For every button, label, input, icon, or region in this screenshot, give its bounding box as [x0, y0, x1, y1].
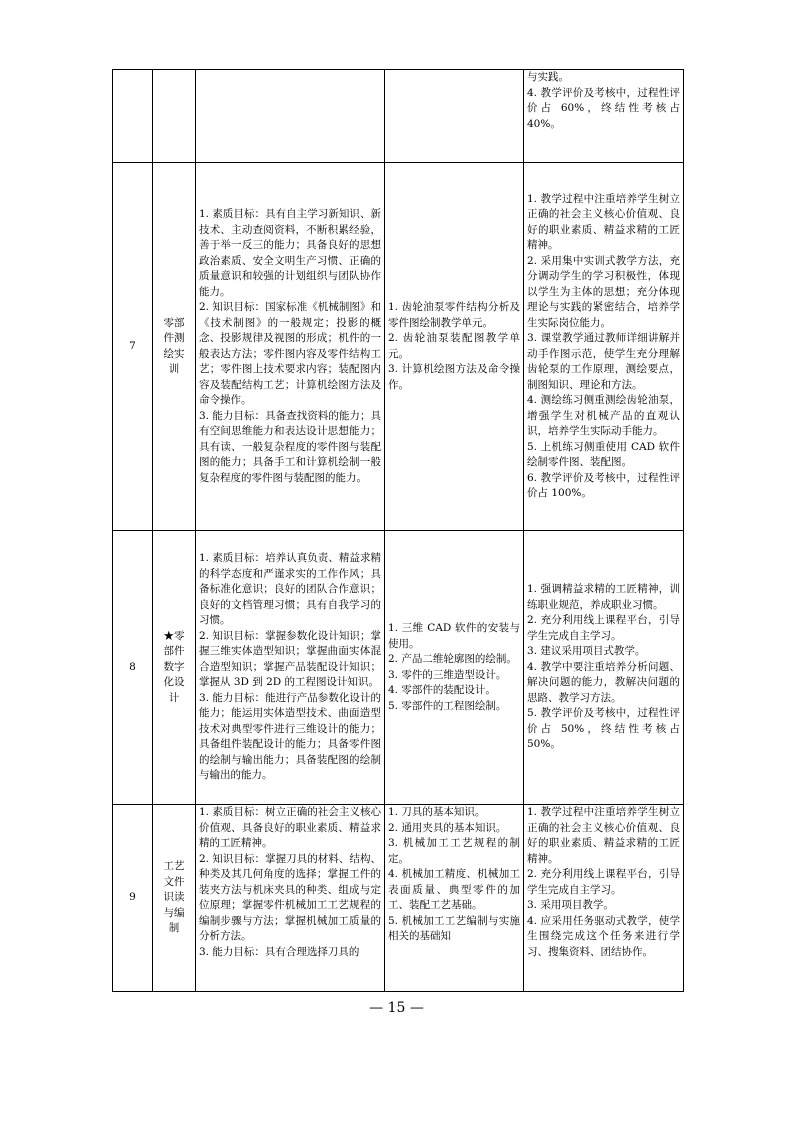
goal-item: 3. 能力目标：具有合理选择刀具的	[199, 945, 360, 958]
goal-item: 2. 知识目标：掌握刀具的材料、结构、种类及其几何角度的选择；掌握工件的装夹方法与机床夹具的种类、组成与定位原理；掌握零件机械加工工艺规程的编制步骤与方法；掌握机械加工质量的分析方法。	[199, 852, 381, 942]
goal-item: 3. 能力目标：具备查找资料的能力；具有空间思维能力和表达设计思想能力；具有读、一般复杂程度的零件图与装配图的能力；具备手工和计算机绘制一般复杂程度的零件图与装配图的能力。	[199, 409, 381, 484]
table-row	[113, 70, 684, 163]
goal-item: 1. 素质目标：具有自主学习新知识、新技术、主动查阅资料，不断积累经验，善于举一反三的能力；具备良好的思想政治素质、安全文明生产习惯、正确的质量意识和较强的计划组织与团队协作能力。	[199, 208, 381, 298]
content-item: 1. 刀具的基本知识。	[388, 806, 486, 818]
requirement-item: 1. 强调精益求精的工匠精神，训练职业规范，养成职业习惯。	[527, 583, 680, 611]
course-name	[153, 70, 196, 163]
row-number: 7	[113, 163, 153, 531]
requirement-item: 5. 上机练习侧重使用 CAD 软件绘制零件图、装配图。	[527, 440, 680, 468]
content-item: 2. 产品二维轮廓图的绘制。	[388, 653, 517, 665]
content-item: 4. 机械加工精度、机械加工表面质量、典型零件的加工、装配工艺基础。	[388, 868, 520, 911]
course-table	[112, 69, 684, 992]
requirement-item: 4. 应采用任务驱动式教学，使学生围绕完成这个任务来进行学习、搜集资料、团结协作。	[527, 914, 680, 958]
course-requirements	[524, 70, 684, 163]
content-item: 5. 零部件的工程图绘制。	[388, 699, 507, 712]
course-content	[385, 163, 524, 531]
course-content	[385, 70, 524, 163]
course-content	[385, 531, 524, 805]
requirement-item: 1. 教学过程中注重培养学生树立正确的社会主义核心价值观、良好的职业素质、精益求精的工匠精神。	[527, 192, 680, 251]
course-requirements	[524, 531, 684, 805]
content-item: 4. 零部件的装配设计。	[388, 684, 496, 696]
requirement-item: 3. 建议采用项目式教学。	[527, 645, 646, 658]
course-name: 零部件测绘实训	[153, 163, 196, 531]
row-number	[113, 70, 153, 163]
page-number: — 15 —	[369, 1000, 424, 1016]
requirement-item: 6. 教学评价及考核中，过程性评价占 100%。	[527, 471, 680, 499]
requirement-item: 2. 充分利用线上课程平台，引导学生完成自主学习。	[527, 868, 680, 896]
content-item: 3. 机械加工工艺规程的制定。	[388, 837, 520, 865]
goal-item: 2. 知识目标：国家标准《机械制图》和《技术制图》的一般规定；投影的概念、投影规律及视图的形成；机件的一般表达方法；零件图内容及零件结构工艺；零件图上技术要求内容；装配图内容及装配结构工艺；计算机绘图方法及命令操作。	[199, 301, 381, 406]
course-name: 工艺文件识读与编制	[153, 805, 196, 992]
goal-item: 3. 能力目标：能进行产品参数化设计的能力；能运用实体造型技术、曲面造型技术对典型零件进行三维设计的能力；具备组件装配设计的能力；具备零件图的绘制与输出能力；具备装配图的绘制与输出的能力。	[199, 691, 381, 782]
course-requirements	[524, 163, 684, 531]
requirement-item: 1. 教学过程中注重培养学生树立正确的社会主义核心价值观、良好的职业素质、精益求精的工匠精神。	[527, 806, 680, 865]
content-item: 5. 机械加工工艺编制与实施相关的基础知	[388, 914, 520, 942]
content-item: 2. 齿轮油泵装配图教学单元。	[388, 332, 520, 360]
table-row	[113, 163, 684, 531]
requirement-item: 2. 充分利用线上课程平台，引导学生完成自主学习。	[527, 614, 680, 642]
course-content	[385, 805, 524, 992]
content-item: 2. 通用夹具的基本知识。	[388, 821, 507, 834]
requirement-item: 2. 采用集中实训式教学方法，充分调动学生的学习积极性，体现以学生为主体的思想；充分体现理论与实践的紧密结合，培养学生实际岗位能力。	[527, 254, 680, 329]
requirement-item: 4. 教学中要注重培养分析问题、解决问题的能力，教解决问题的思路、教学习方法。	[527, 660, 680, 704]
content-item: 1. 三维 CAD 软件的安装与使用。	[388, 622, 520, 650]
course-requirements	[524, 805, 684, 992]
table-row	[113, 531, 684, 805]
requirement-item: 4. 测绘练习侧重测绘齿轮油泵，增强学生对机械产品的直观认识，培养学生实际动手能力。	[527, 394, 680, 437]
requirement-item: 5. 教学评价及考核中，过程性评价占 50%，终结性考核占 50%。	[527, 707, 680, 751]
requirement-item: 与实践。	[527, 71, 569, 83]
requirement-item: 4. 教学评价及考核中，过程性评价占 60%，终结性考核占 40%。	[527, 86, 680, 130]
table-row	[113, 805, 684, 992]
course-goals	[196, 805, 385, 992]
row-number: 8	[113, 531, 153, 805]
course-name: ★零部件数字化设计	[153, 531, 196, 805]
goal-item: 2. 知识目标：掌握参数化设计知识；掌握三维实体造型知识；掌握曲面实体混合造型知识；掌握产品装配设计知识；掌握从 3D 到 2D 的工程图设计知识。	[199, 629, 381, 689]
content-item: 1. 齿轮油泵零件结构分析及零件图绘制教学单元。	[388, 301, 520, 329]
goal-item: 1. 素质目标：培养认真负责、精益求精的科学态度和严谨求实的工作作风；具备标准化意识；良好的团队合作意识；良好的文档管理习惯；具有自我学习的习惯。	[199, 552, 381, 627]
course-goals	[196, 70, 385, 163]
course-goals	[196, 531, 385, 805]
content-item: 3. 零件的三维造型设计。	[388, 668, 507, 681]
requirement-item: 3. 课堂教学通过教师详细讲解并动手作图示范，使学生充分理解齿轮泵的工作原理，测绘要点，制图知识、理论和方法。	[527, 332, 680, 391]
requirement-item: 3. 采用项目教学。	[527, 899, 614, 911]
content-item: 3. 计算机绘图方法及命令操作。	[388, 363, 520, 391]
row-number: 9	[113, 805, 153, 992]
goal-item: 1. 素质目标：树立正确的社会主义核心价值观、具备良好的职业素质、精益求精的工匠精神。	[199, 806, 381, 849]
course-goals	[196, 163, 385, 531]
